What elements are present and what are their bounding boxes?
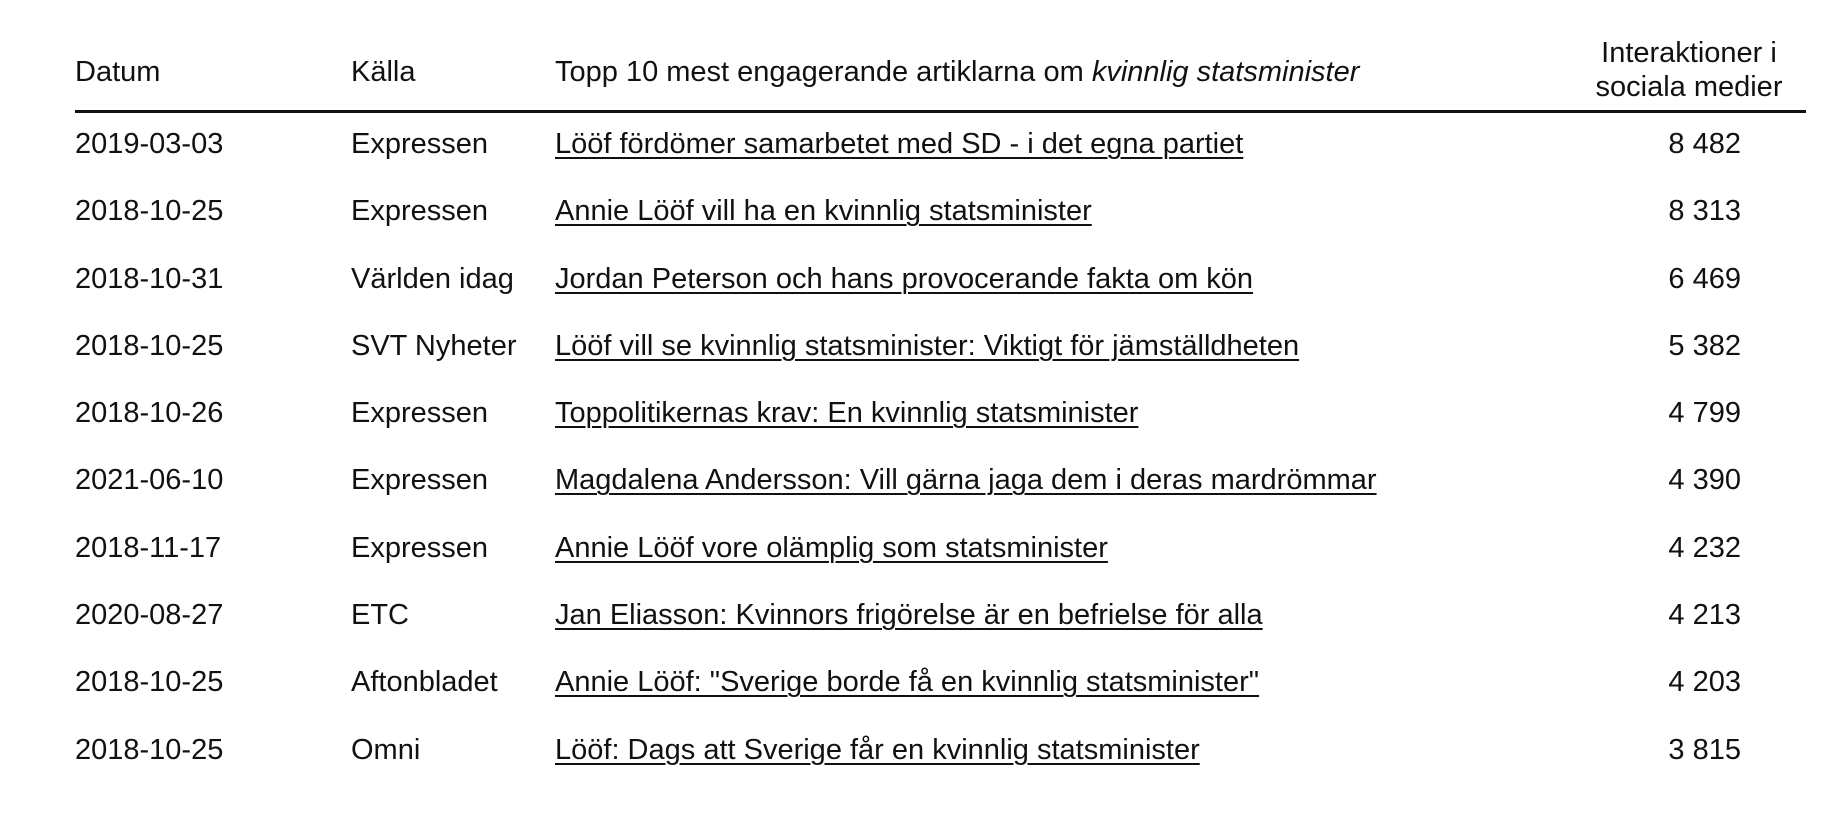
row-title: [555, 665, 1259, 699]
header-source: Källa: [351, 56, 416, 88]
article-link[interactable]: Magdalena Andersson: Vill gärna jaga dem i deras mardrömmar: [555, 464, 1377, 497]
row-interactions: [1572, 665, 1806, 699]
row-interactions: [1572, 396, 1806, 430]
article-link[interactable]: Toppolitikernas krav: En kvinnlig statsminister: [555, 397, 1139, 430]
table-row: [75, 180, 1806, 247]
row-title: [555, 262, 1253, 296]
header-title: [555, 55, 1359, 89]
row-title: [555, 733, 1200, 767]
row-interactions: [1572, 733, 1806, 767]
row-title: [555, 329, 1299, 363]
row-date: 2018-10-25: [75, 195, 224, 228]
row-title: [555, 127, 1243, 161]
row-date: 2018-10-25: [75, 733, 224, 766]
interactions-value: 5 382: [1668, 329, 1741, 362]
row-source: Expressen: [351, 128, 489, 160]
row-source: Expressen: [351, 397, 489, 430]
row-source: Expressen: [351, 531, 489, 564]
row-title: [555, 531, 1108, 565]
row-title: [555, 396, 1138, 430]
row-date: 2018-10-26: [75, 397, 224, 430]
row-source: ETC: [351, 599, 409, 632]
interactions-value: 8 482: [1668, 128, 1741, 160]
table-row: [75, 113, 1806, 180]
article-link[interactable]: Lööf: Dags att Sverige får en kvinnlig statsminister: [555, 733, 1200, 766]
table-row: [75, 449, 1806, 516]
header-title-emphasis: kvinnlig statsminister: [1091, 56, 1360, 88]
row-interactions: [1572, 463, 1806, 497]
row-interactions: [1572, 127, 1806, 161]
article-link[interactable]: Annie Lööf vill ha en kvinnlig statsminister: [555, 195, 1092, 228]
row-title: [555, 463, 1377, 497]
row-source: SVT Nyheter: [351, 329, 517, 362]
article-link[interactable]: Jordan Peterson och hans provocerande fakta om kön: [555, 262, 1254, 295]
row-source: Världen idag: [351, 262, 514, 295]
interactions-value: 6 469: [1668, 262, 1741, 295]
table-body: [75, 113, 1806, 786]
table-row: [75, 719, 1806, 786]
table-row: [75, 584, 1806, 651]
row-interactions: [1572, 194, 1806, 228]
row-title: [555, 194, 1092, 228]
row-source: Expressen: [351, 464, 489, 497]
row-interactions: [1572, 531, 1806, 565]
row-source: Expressen: [351, 195, 489, 228]
row-date: 2018-10-25: [75, 666, 224, 699]
table-row: [75, 315, 1806, 382]
row-date: 2018-11-17: [75, 531, 222, 564]
article-link[interactable]: Annie Lööf: "Sverige borde få en kvinnlig statsminister": [555, 666, 1260, 699]
table-row: [75, 517, 1806, 584]
article-link[interactable]: Jan Eliasson: Kvinnors frigörelse är en befrielse för alla: [555, 599, 1263, 632]
row-source: Aftonbladet: [351, 666, 498, 699]
row-date: 2019-03-03: [75, 128, 224, 160]
interactions-value: 4 203: [1668, 666, 1741, 699]
article-link[interactable]: Lööf vill se kvinnlig statsminister: Viktigt för jämställdheten: [555, 329, 1300, 362]
article-link[interactable]: Lööf fördömer samarbetet med SD - i det egna partiet: [555, 128, 1244, 160]
row-interactions: [1572, 598, 1806, 632]
interactions-value: 4 232: [1668, 531, 1741, 564]
row-source: Omni: [351, 733, 421, 766]
row-date: 2018-10-31: [75, 262, 224, 295]
table-row: [75, 248, 1806, 315]
table-row: [75, 651, 1806, 718]
row-date: 2020-08-27: [75, 599, 224, 632]
table-header: [75, 34, 1806, 113]
row-date: 2021-06-10: [75, 464, 224, 497]
header-date: Datum: [75, 56, 161, 88]
interactions-value: 8 313: [1668, 195, 1741, 228]
row-interactions: [1572, 262, 1806, 296]
interactions-value: 4 390: [1668, 464, 1741, 497]
header-title-prefix: Topp 10 mest engagerande artiklarna om: [555, 56, 1092, 88]
row-title: [555, 598, 1263, 632]
row-interactions: [1572, 329, 1806, 363]
row-date: 2018-10-25: [75, 329, 224, 362]
interactions-value: 4 213: [1668, 599, 1741, 632]
interactions-value: 3 815: [1668, 733, 1741, 766]
table-row: [75, 382, 1806, 449]
articles-table: [75, 34, 1806, 786]
article-link[interactable]: Annie Lööf vore olämplig som statsminister: [555, 531, 1108, 564]
interactions-value: 4 799: [1668, 397, 1741, 430]
header-interactions: Interaktioner i sociala medier: [1595, 37, 1783, 103]
